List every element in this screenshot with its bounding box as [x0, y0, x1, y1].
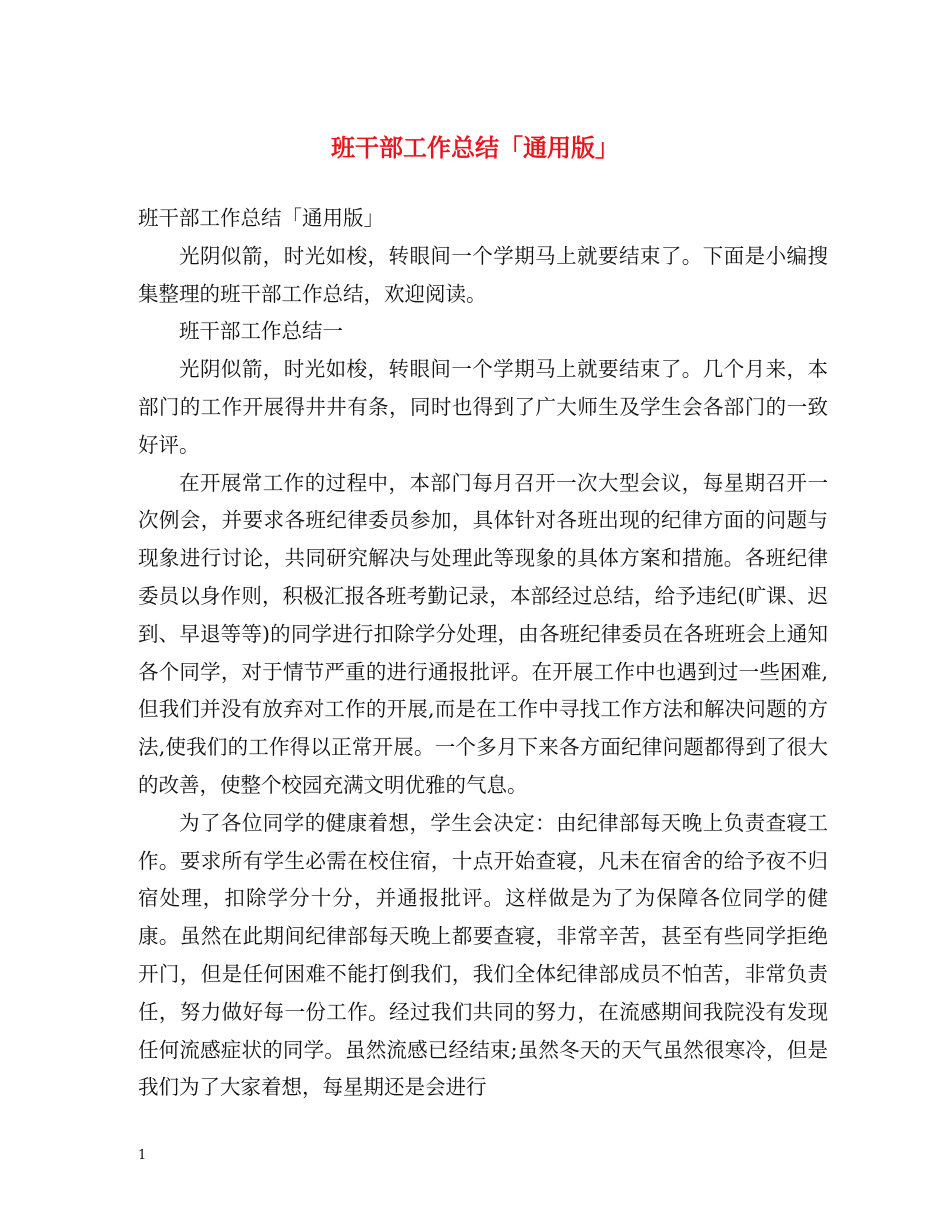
paragraph-intro: 光阴似箭，时光如梭，转眼间一个学期马上就要结束了。下面是小编搜集整理的班干部工作总结，欢迎阅读。 [138, 243, 828, 306]
page-number: 1 [138, 1148, 147, 1163]
paragraph: 在开展常工作的过程中，本部门每月召开一次大型会议，每星期召开一次例会，并要求各班纪律委员参加，具体针对各班出现的纪律方面的问题与现象进行讨论，共同研究解决与处理此等现象的具体方案和措施。各班纪律委员以身作则，积极汇报各班考勤记录，本部经过总结，给予违纪(旷课、迟到、早退等等)的同学进行扣除学分处理，由各班纪律委员在各班班会上通知各个同学，对于情节严重的进行通报批评。在开展工作中也遇到过一些困难,但我们并没有放弃对工作的开展,而是在工作中寻找工作方法和解决问题的方法,使我们的工作得以正常开展。一个多月下来各方面纪律问题都得到了很大的改善，使整个校园充满文明优雅的气息。 [138, 470, 828, 797]
document-body [138, 200, 828, 1107]
document-subtitle: 班干部工作总结「通用版」 [138, 206, 384, 230]
paragraph: 为了各位同学的健康着想，学生会决定：由纪律部每天晚上负责查寝工作。要求所有学生必需在校住宿，十点开始查寝，凡未在宿舍的给予夜不归宿处理，扣除学分十分，并通报批评。这样做是为了为保障各位同学的健康。虽然在此期间纪律部每天晚上都要查寝，非常辛苦，甚至有些同学拒绝开门，但是任何困难不能打倒我们，我们全体纪律部成员不怕苦，非常负责任，努力做好每一份工作。经过我们共同的努力，在流感期间我院没有发现任何流感症状的同学。虽然流感已经结束;虽然冬天的天气虽然很寒冷，但是我们为了大家着想，每星期还是会进行 [138, 810, 828, 1100]
paragraph: 光阴似箭，时光如梭，转眼间一个学期马上就要结束了。几个月来，本部门的工作开展得井井有条，同时也得到了广大师生及学生会各部门的一致好评。 [138, 357, 828, 457]
document-title: 班干部工作总结「通用版」 [331, 133, 619, 162]
section-heading: 班干部工作总结一 [179, 319, 343, 344]
